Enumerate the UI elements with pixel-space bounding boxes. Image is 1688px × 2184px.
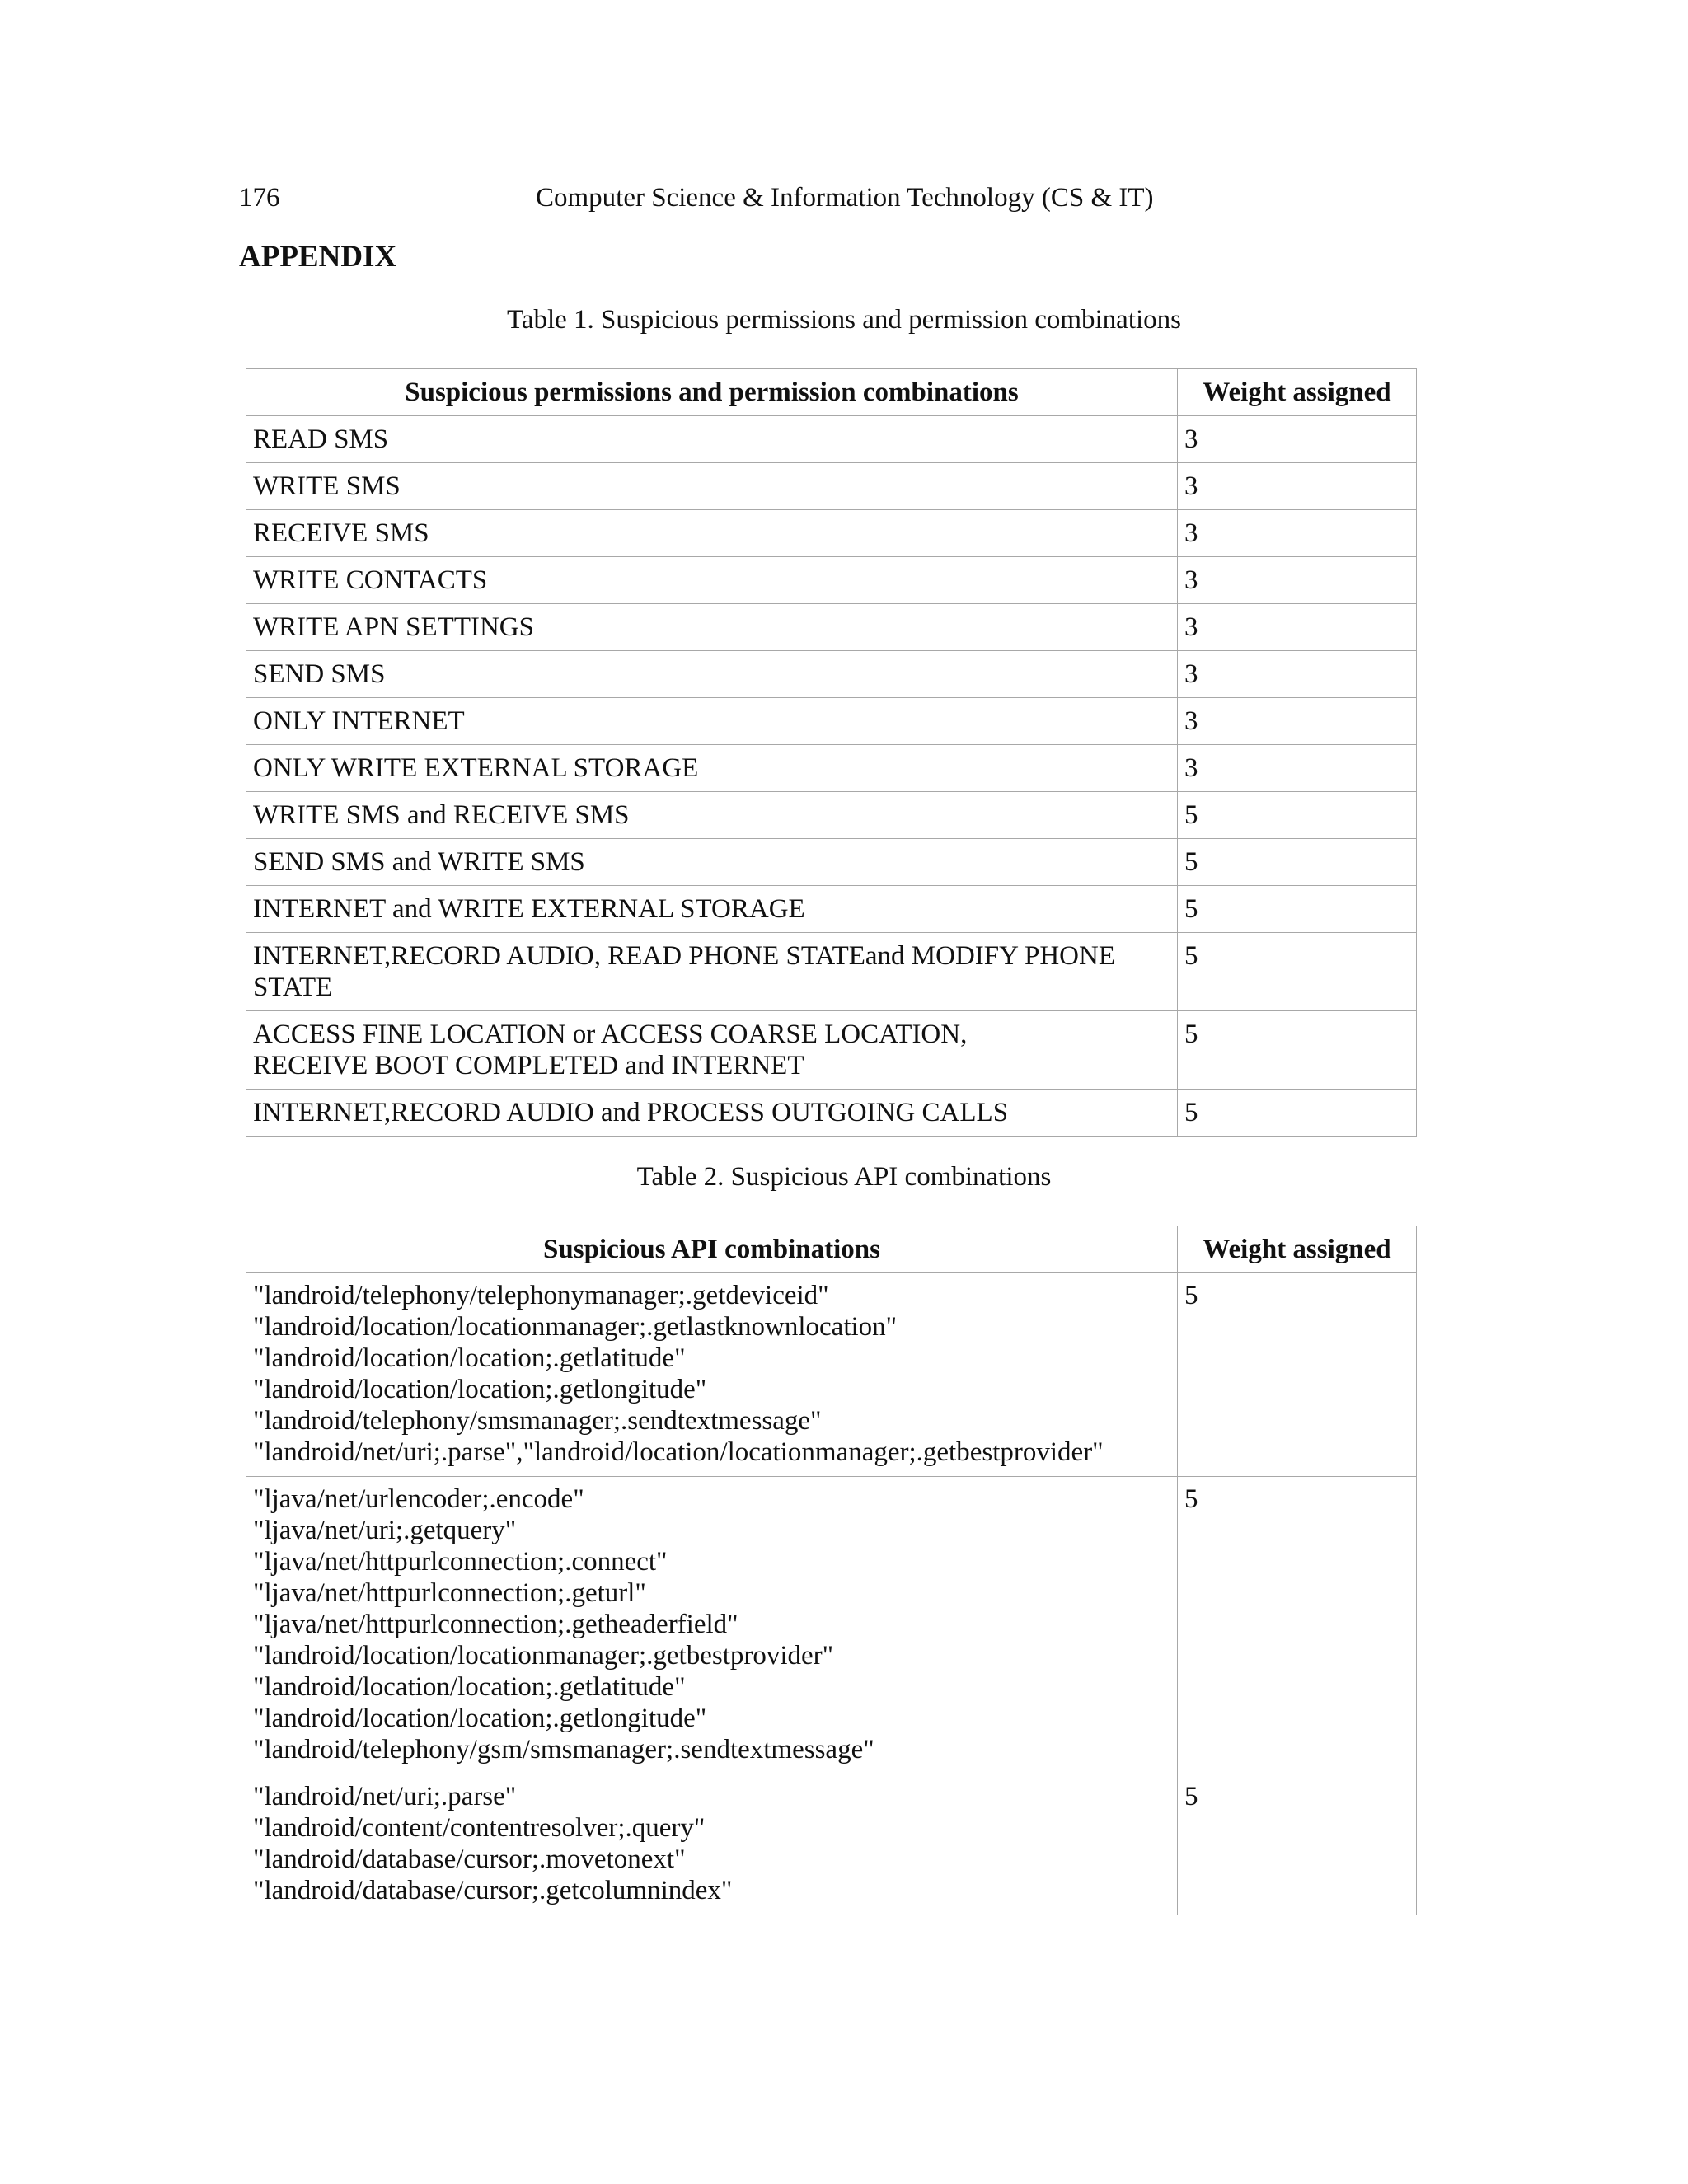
table-2-header-weight: Weight assigned: [1178, 1226, 1417, 1273]
table-row: [246, 698, 1417, 745]
page-number: 176: [239, 183, 280, 213]
api-combination-cell: "landroid/net/uri;.parse" "landroid/content/contentresolver;.query" "landroid/database/cursor;.movetonext" "landroid/database/cursor;.getcolumnindex": [246, 1774, 1178, 1915]
permission-cell: ONLY INTERNET: [246, 698, 1178, 745]
table-row: [246, 604, 1417, 651]
permission-cell: INTERNET and WRITE EXTERNAL STORAGE: [246, 886, 1178, 933]
permission-cell: RECEIVE SMS: [246, 510, 1178, 557]
table-row: [246, 416, 1417, 463]
table-1-body: [246, 416, 1417, 1137]
table-row: [246, 933, 1417, 1011]
table-row: [246, 886, 1417, 933]
weight-cell: 3: [1178, 745, 1417, 792]
permission-cell: WRITE SMS and RECEIVE SMS: [246, 792, 1178, 839]
weight-cell: 3: [1178, 557, 1417, 604]
weight-cell: 3: [1178, 698, 1417, 745]
section-heading: APPENDIX: [239, 240, 397, 274]
table-2-header-api: Suspicious API combinations: [246, 1226, 1178, 1273]
weight-cell: 5: [1178, 1273, 1417, 1477]
table-1-header-permissions: Suspicious permissions and permission combinations: [246, 369, 1178, 416]
table-row: [246, 557, 1417, 604]
table-row: [246, 510, 1417, 557]
permission-cell: READ SMS: [246, 416, 1178, 463]
permission-cell: INTERNET,RECORD AUDIO, READ PHONE STATEand MODIFY PHONE STATE: [246, 933, 1178, 1011]
weight-cell: 5: [1178, 1011, 1417, 1090]
table-1-header-row: [246, 369, 1417, 416]
api-combination-cell: "landroid/telephony/telephonymanager;.getdeviceid" "landroid/location/locationmanager;.getlastknownlocation" "landroid/location/location;.getlatitude" "landroid/location/location;.getlongitude" "landroid/telephony/smsmanager;.sendtextmessage" "landroid/net/uri;.parse","landroid/location/locationmanager;.getbestprovider": [246, 1273, 1178, 1477]
table-row: [246, 1090, 1417, 1137]
permission-cell: SEND SMS and WRITE SMS: [246, 839, 1178, 886]
table-2-body: [246, 1273, 1417, 1915]
table-row: [246, 1011, 1417, 1090]
weight-cell: 5: [1178, 792, 1417, 839]
permission-cell: ONLY WRITE EXTERNAL STORAGE: [246, 745, 1178, 792]
weight-cell: 3: [1178, 463, 1417, 510]
table-1-suspicious-permissions: [246, 368, 1417, 1137]
weight-cell: 5: [1178, 1090, 1417, 1137]
table-row: [246, 745, 1417, 792]
weight-cell: 5: [1178, 1477, 1417, 1774]
permission-cell: SEND SMS: [246, 651, 1178, 698]
table-row: [246, 651, 1417, 698]
weight-cell: 3: [1178, 510, 1417, 557]
api-combination-cell: "ljava/net/urlencoder;.encode" "ljava/net/uri;.getquery" "ljava/net/httpurlconnection;.connect" "ljava/net/httpurlconnection;.geturl" "ljava/net/httpurlconnection;.getheaderfield" "landroid/location/locationmanager;.getbestprovider" "landroid/location/location;.getlatitude" "landroid/location/location;.getlongitude" "landroid/telephony/gsm/smsmanager;.sendtextmessage": [246, 1477, 1178, 1774]
table-1-header-weight: Weight assigned: [1178, 369, 1417, 416]
permission-cell: ACCESS FINE LOCATION or ACCESS COARSE LOCATION, RECEIVE BOOT COMPLETED and INTERNET: [246, 1011, 1178, 1090]
permission-cell: INTERNET,RECORD AUDIO and PROCESS OUTGOING CALLS: [246, 1090, 1178, 1137]
permission-cell: WRITE SMS: [246, 463, 1178, 510]
weight-cell: 3: [1178, 416, 1417, 463]
weight-cell: 5: [1178, 1774, 1417, 1915]
weight-cell: 3: [1178, 651, 1417, 698]
weight-cell: 5: [1178, 933, 1417, 1011]
table-2-header-row: [246, 1226, 1417, 1273]
table-2-caption: Table 2. Suspicious API combinations: [636, 1162, 1052, 1192]
weight-cell: 5: [1178, 839, 1417, 886]
table-2-suspicious-api: [246, 1226, 1417, 1915]
table-row: [246, 463, 1417, 510]
page-header: [239, 183, 1451, 224]
table-row: [246, 1273, 1417, 1477]
permission-cell: WRITE CONTACTS: [246, 557, 1178, 604]
table-row: [246, 839, 1417, 886]
weight-cell: 3: [1178, 604, 1417, 651]
weight-cell: 5: [1178, 886, 1417, 933]
running-title: Computer Science & Information Technology (CS & IT): [536, 183, 1154, 213]
table-row: [246, 792, 1417, 839]
table-1-caption: Table 1. Suspicious permissions and permission combinations: [506, 305, 1182, 335]
permission-cell: WRITE APN SETTINGS: [246, 604, 1178, 651]
table-row: [246, 1477, 1417, 1774]
table-row: [246, 1774, 1417, 1915]
